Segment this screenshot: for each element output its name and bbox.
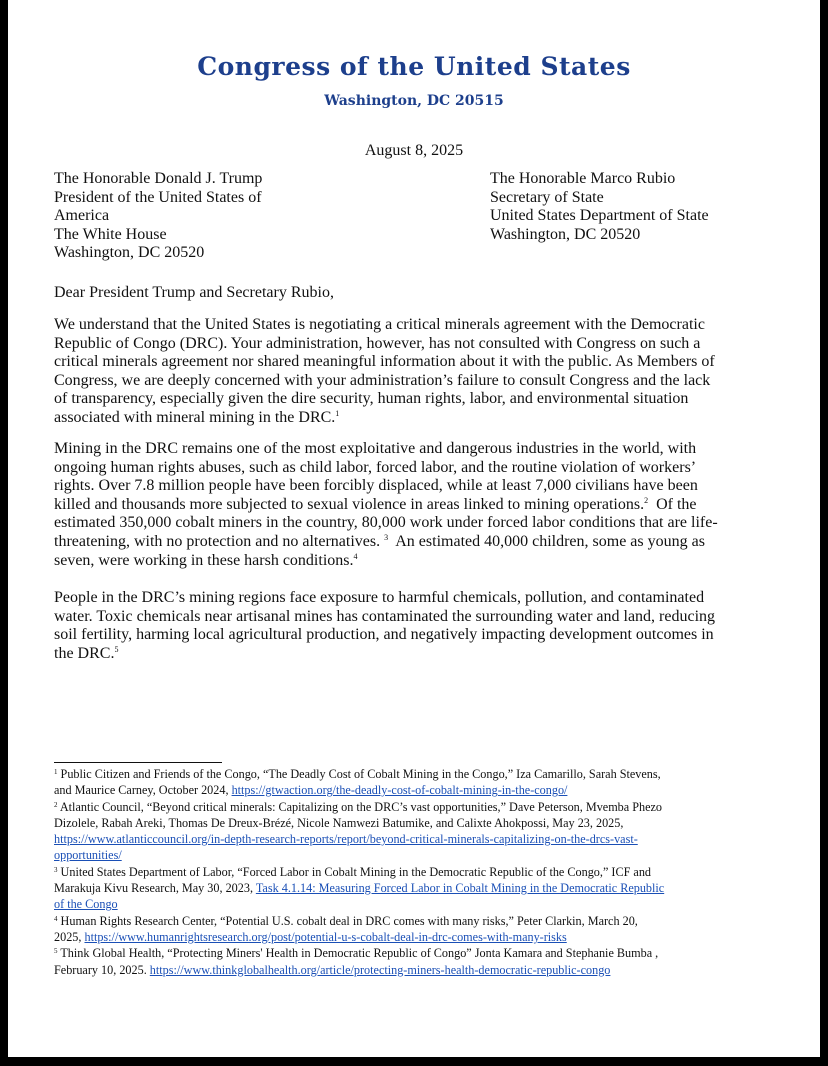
text-line: ongoing human rights abuses, such as child labor, forced labor, and the routine violation of workers’: [54, 458, 697, 476]
text-line: [54, 496, 724, 515]
footnote-1: [54, 766, 764, 799]
text-segment: Human Rights Research Center, “Potential U.S. cobalt deal in DRC comes with many risks,” Peter Clarkin, March 20,: [57, 913, 638, 928]
text-line: [54, 929, 764, 945]
text-line: [54, 645, 724, 664]
address-line: The Honorable Donald J. Trump: [54, 170, 263, 187]
letter-date: August 8, 2025: [364, 142, 464, 159]
footnote-link[interactable]: opportunities/: [54, 848, 122, 863]
footnote-number: 3: [54, 865, 58, 874]
text-segment: Of the: [648, 495, 697, 513]
address-line: United States Department of State: [490, 207, 709, 224]
text-line: People in the DRC’s mining regions face exposure to harmful chemicals, pollution, and contaminated: [54, 589, 705, 606]
footnote-5: [54, 945, 764, 978]
salutation: Dear President Trump and Secretary Rubio,: [54, 284, 334, 301]
footnote-4: [54, 913, 764, 946]
footnote-link[interactable]: of the Congo: [54, 897, 118, 912]
text-segment: Marakuja Kivu Research, May 30, 2023,: [54, 881, 256, 896]
footnote-number: 1: [54, 768, 58, 776]
text-line: [54, 896, 764, 912]
text-segment: February 10, 2025.: [54, 962, 150, 977]
footnote-link[interactable]: https://www.atlanticcouncil.org/in-depth-research-reports/report/beyond-critical-minerals-capitalizing-on-the-drcs-vast-: [54, 832, 638, 847]
letterhead-title: Congress of the United States: [197, 52, 631, 81]
footnote-ref[interactable]: 4: [353, 551, 358, 561]
text-line: [54, 880, 764, 896]
text-line: [54, 864, 764, 880]
text-line: [54, 409, 724, 428]
text-segment: seven, were working in these harsh conditions.: [54, 551, 354, 569]
text-segment: associated with mineral mining in the DRC.: [54, 408, 336, 426]
text-line: [54, 552, 724, 571]
letterhead-address: Washington, DC 20515: [324, 93, 504, 109]
text-line: Mining in the DRC remains one of the most exploitative and dangerous industries in the world, with: [54, 440, 697, 457]
address-line: Washington, DC 20520: [54, 244, 205, 261]
footnote-ref[interactable]: 2: [644, 495, 649, 505]
text-line: We understand that the United States is negotiating a critical minerals agreement with the Democratic: [54, 316, 705, 333]
footnote-link[interactable]: https://www.humanrightsresearch.org/post/potential-u-s-cobalt-deal-in-drc-comes-with-many-risks: [84, 929, 567, 944]
footnote-ref[interactable]: 1: [335, 408, 340, 418]
text-segment: threatening, with no protection and no alternatives.: [54, 532, 381, 550]
footnote-link[interactable]: https://www.thinkglobalhealth.org/article/protecting-miners-health-democratic-republic-congo: [149, 962, 611, 977]
text-line: [54, 766, 764, 782]
footnote-link[interactable]: https://gtwaction.org/the-deadly-cost-of-cobalt-mining-in-the-congo/: [231, 783, 568, 798]
text-segment: Public Citizen and Friends of the Congo, “The Deadly Cost of Cobalt Mining in the Congo,” Iza Camarillo, Sarah Stevens,: [57, 767, 661, 781]
footnote-number: 4: [54, 914, 58, 923]
text-line: [54, 945, 764, 961]
text-segment: Think Global Health, “Protecting Miners' Health in Democratic Republic of Congo” Jonta Kamara and Stephanie Bumba ,: [57, 946, 659, 961]
text-line: [54, 962, 764, 978]
text-segment: An estimated 40,000 children, some as young as: [388, 532, 705, 550]
address-line: America: [54, 207, 110, 224]
text-line: rights. Over 7.8 million people have been forcibly displaced, while at least 7,000 civilians have been: [54, 477, 698, 495]
text-line: [54, 831, 764, 847]
text-line: water. Toxic chemicals near artisanal mines has contaminated the surrounding water and land, reducing: [54, 607, 716, 625]
text-segment: and Maurice Carney, October 2024,: [54, 783, 232, 798]
recipient-trump: [54, 170, 262, 263]
footnote-divider: [54, 762, 222, 763]
text-line: [54, 847, 764, 863]
address-line: Secretary of State: [490, 188, 604, 206]
address-line: Washington, DC 20520: [490, 225, 641, 243]
text-line: [54, 782, 764, 798]
text-line: [54, 533, 724, 552]
address-line: President of the United States of: [54, 188, 262, 206]
footnote-2: [54, 799, 764, 864]
text-segment: killed and thousands more subjected to sexual violence in areas linked to mining operations.: [54, 495, 645, 513]
footnote-link[interactable]: Task 4.1.14: Measuring Forced Labor in Cobalt Mining in the Democratic Republic: [255, 881, 665, 896]
text-line: soil fertility, harming local agricultural production, and negatively impacting development outcomes in: [54, 626, 714, 644]
text-segment: the DRC.: [54, 644, 115, 662]
text-line: of transparency, especially given the dire security, human rights, labor, and environmental situation: [54, 390, 689, 408]
text-segment: United States Department of Labor, “Forced Labor in Cobalt Mining in the Democratic Republic of the Congo,” ICF and: [57, 864, 652, 879]
footnote-number: 5: [54, 947, 58, 956]
footnote-number: 2: [54, 800, 58, 809]
address-line: The White House: [54, 225, 167, 243]
text-line: [54, 799, 764, 815]
text-segment: 2025,: [54, 929, 85, 944]
footnote-3: [54, 864, 764, 913]
paragraph-3: [54, 589, 724, 663]
recipient-rubio: [490, 170, 709, 244]
footnote-ref[interactable]: 5: [114, 644, 119, 654]
address-line: The Honorable Marco Rubio: [490, 170, 676, 187]
paragraph-1: [54, 316, 724, 428]
footnote-ref[interactable]: 3: [384, 532, 389, 542]
text-line: Congress, we are deeply concerned with your administration’s failure to consult Congress and the lack: [54, 371, 711, 389]
text-line: critical minerals agreement nor shared meaningful information about it with the public. As Members of: [54, 353, 715, 371]
text-line: Republic of Congo (DRC). Your administration, however, has not consulted with Congress on such a: [54, 334, 701, 352]
text-line: estimated 350,000 cobalt miners in the country, 80,000 work under forced labor conditions that are life-: [54, 514, 718, 532]
letter-page: [8, 0, 820, 1057]
text-segment: Atlantic Council, “Beyond critical minerals: Capitalizing on the DRC’s vast opportunities,” Dave Peterson, Mvemba Phezo: [57, 799, 663, 814]
footnotes: [54, 766, 764, 978]
text-line: Dizolele, Rabah Areki, Thomas De Dreux-Brézé, Nicole Namwezi Batumike, and Calixte Ahokpossi, May 23, 2025,: [54, 815, 624, 830]
text-line: [54, 913, 764, 929]
paragraph-2: [54, 440, 724, 570]
